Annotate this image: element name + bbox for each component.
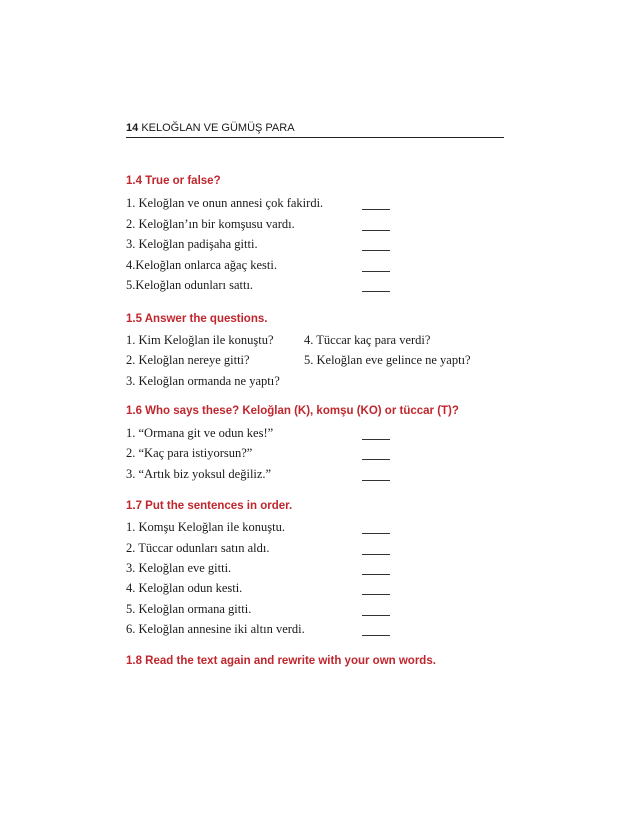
- quote-item-3: 3. “Artık biz yoksul değiliz.”: [126, 467, 272, 481]
- quote-item-1: 1. “Ormana git ve odun kes!”: [126, 426, 274, 440]
- answer-blank[interactable]: [362, 635, 390, 636]
- question-1: 1. Kim Keloğlan ile konuştu?: [126, 333, 274, 347]
- lesson-number: 14: [126, 122, 139, 134]
- section-title-1-4: 1.4 True or false?: [126, 175, 221, 187]
- order-item-2: 2. Tüccar odunları satın aldı.: [126, 541, 270, 555]
- order-item-5: 5. Keloğlan ormana gitti.: [126, 602, 252, 616]
- tf-item-4: 4.Keloğlan onlarca ağaç kesti.: [126, 258, 277, 272]
- page-header: [126, 122, 504, 138]
- answer-blank[interactable]: [362, 615, 390, 616]
- section-title-1-8: 1.8 Read the text again and rewrite with your own words.: [126, 655, 436, 667]
- answer-blank[interactable]: [362, 533, 390, 534]
- order-item-1: 1. Komşu Keloğlan ile konuştu.: [126, 520, 286, 534]
- question-4: 4. Tüccar kaç para verdi?: [304, 333, 431, 347]
- answer-blank[interactable]: [362, 574, 390, 575]
- answer-blank[interactable]: [362, 554, 390, 555]
- section-title-1-6: 1.6 Who says these? Keloğlan (K), komşu (KO) or tüccar (T)?: [126, 405, 459, 417]
- tf-item-3: 3. Keloğlan padişaha gitti.: [126, 237, 258, 251]
- answer-blank[interactable]: [362, 271, 390, 272]
- lesson-title: KELOĞLAN VE GÜMÜŞ PARA: [141, 122, 295, 134]
- answer-blank[interactable]: [362, 480, 390, 481]
- question-2: 2. Keloğlan nereye gitti?: [126, 353, 250, 367]
- answer-blank[interactable]: [362, 594, 390, 595]
- section-title-1-7: 1.7 Put the sentences in order.: [126, 500, 293, 512]
- tf-item-1: 1. Keloğlan ve onun annesi çok fakirdi.: [126, 196, 324, 210]
- answer-blank[interactable]: [362, 230, 390, 231]
- order-item-4: 4. Keloğlan odun kesti.: [126, 581, 243, 595]
- tf-item-2: 2. Keloğlan’ın bir komşusu vardı.: [126, 217, 295, 231]
- answer-blank[interactable]: [362, 439, 390, 440]
- order-item-3: 3. Keloğlan eve gitti.: [126, 561, 232, 575]
- answer-blank[interactable]: [362, 209, 390, 210]
- tf-item-5: 5.Keloğlan odunları sattı.: [126, 278, 254, 292]
- question-3: 3. Keloğlan ormanda ne yaptı?: [126, 374, 280, 388]
- answer-blank[interactable]: [362, 250, 390, 251]
- quote-item-2: 2. “Kaç para istiyorsun?”: [126, 446, 253, 460]
- answer-blank[interactable]: [362, 291, 390, 292]
- question-5: 5. Keloğlan eve gelince ne yaptı?: [304, 353, 471, 367]
- order-item-6: 6. Keloğlan annesine iki altın verdi.: [126, 622, 305, 636]
- section-title-1-5: 1.5 Answer the questions.: [126, 313, 268, 325]
- answer-blank[interactable]: [362, 459, 390, 460]
